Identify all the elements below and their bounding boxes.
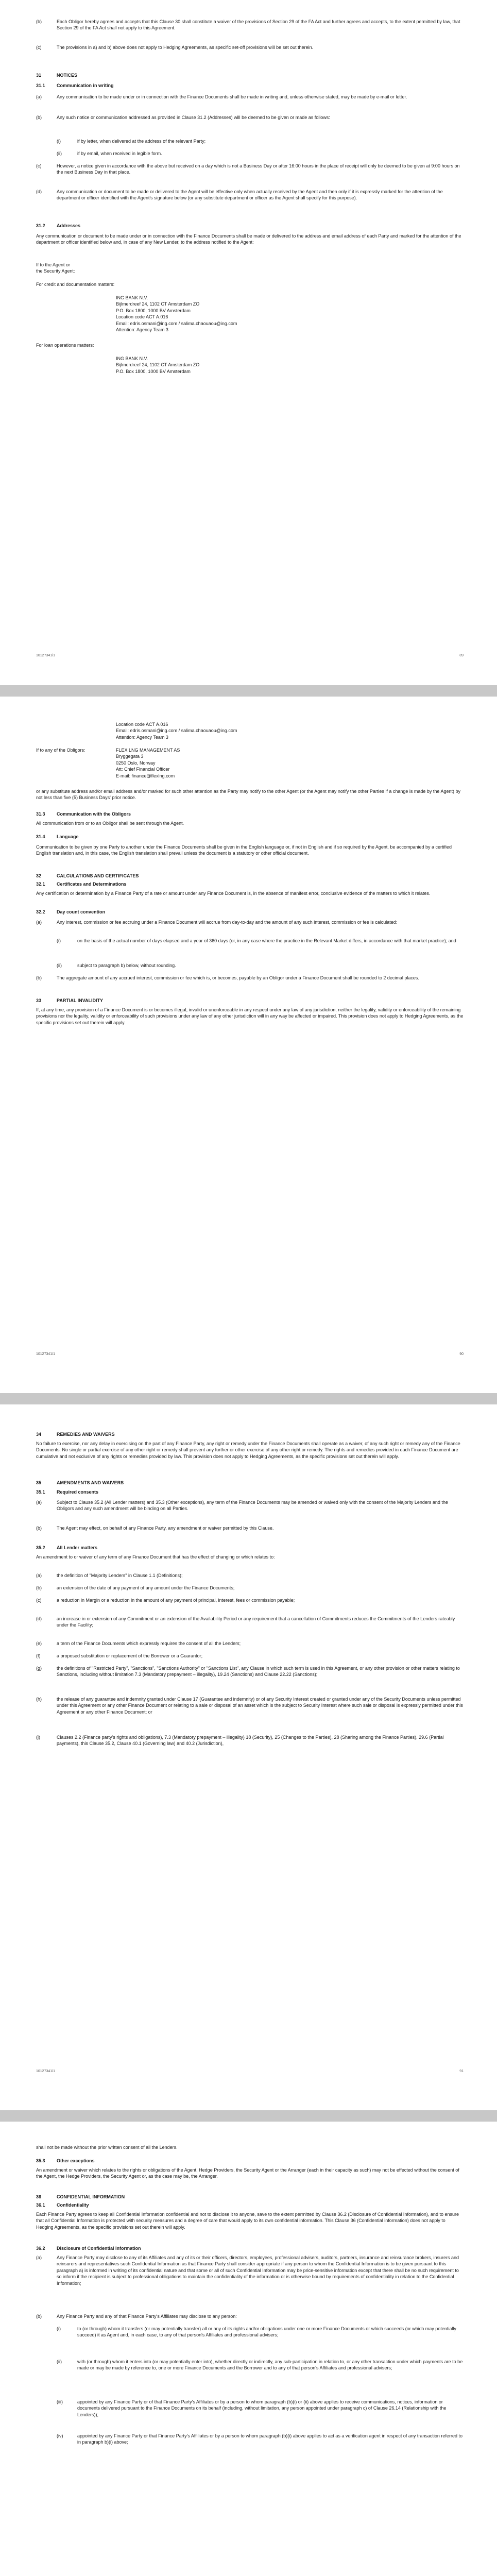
page-separator <box>0 2110 497 2122</box>
sublist-marker: (i) <box>57 938 61 943</box>
subsection-number: 35.1 <box>36 1489 45 1495</box>
paragraph: shall not be made without the prior written consent of all the Lenders. <box>36 2145 178 2150</box>
page-90 <box>0 697 497 1393</box>
subsection-heading: Other exceptions <box>57 2158 95 2163</box>
sublist-text: to (or through) whom it transfers (or may potentially transfer) all or any of its rights and/or obligations under one or more Finance Documents or which succeeds (or which may potentially succeed) it as Agent and, in each case, to any of that person's Affiliates and professional advisers; <box>77 2326 456 2338</box>
doc-reference: 10127341/1 <box>36 1352 55 1356</box>
sublist-marker: (ii) <box>57 963 62 968</box>
address-block: Location code ACT A.016 Email: edris.osmani@ing.com / salima.chaouaou@ing.com Attention: Agency Team 3 <box>116 722 237 740</box>
page-92 <box>0 2122 497 2576</box>
address-block: ING BANK N.V. Bijlmerdreef 24, 1102 CT Amsterdam ZO P.O. Box 1800, 1000 BV Amsterdam Location code ACT A.016 Email: edris.osmani@ing.com / salima.chaouaou@ing.com Attention: Agency Team 3 <box>116 295 237 333</box>
section-number: 32 <box>36 873 42 878</box>
sublist-marker: (iii) <box>57 2399 63 2404</box>
section-heading: CALCULATIONS AND CERTIFICATES <box>57 873 139 878</box>
list-text: Any Finance Party and any of that Finance Party's Affiliates may disclose to any person: <box>57 2314 237 2319</box>
recipient-label: For credit and documentation matters: <box>36 282 115 287</box>
list-text: Any such notice or communication addressed as provided in Clause 31.2 (Addresses) will be deemed to be given or made as follows: <box>57 115 330 120</box>
subsection-heading: Communication in writing <box>57 83 114 88</box>
list-text: a proposed substitution or replacement of the Borrower or a Guarantor; <box>57 1653 203 1658</box>
paragraph: Communication to be given by one Party to another under the Finance Documents shall be given in the English language or, if not in English and if so required by the Agent, be accompanied by a certified English translation and, in this case, the English translation shall prevail unless the document is a statutory or other official document. <box>36 844 452 856</box>
page-89 <box>0 0 497 685</box>
paragraph: If, at any time, any provision of a Finance Document is or becomes illegal, invalid or unenforceable in any respect under any law of any jurisdiction, neither the legality, validity or enforceability of the remaining provisions nor the legality, validity or enforceability of such provisions under any law of any other jurisdiction will in any way be affected or impaired. This provision does not apply to Hedging Agreements, as the specific provisions set out therein will apply. <box>36 1007 464 1025</box>
sublist-marker: (ii) <box>57 2359 62 2364</box>
list-marker: (b) <box>36 975 42 980</box>
list-text: Clauses 2.2 (Finance party's rights and obligations), 7.3 (Mandatory prepayment – illegality) 18 (Security), 25 (Changes to the Parties), 28 (Sharing among the Finance Parties), 29.6 (Partial payments), this Clause 35.2, Clause 40.1 (Governing law) and 40.2 (Jurisdiction), <box>57 1735 444 1747</box>
sublist-text: appointed by any Finance Party or that Finance Party's Affiliates or by a person to whom paragraph (b)(i) above applies to act as a verification agent in respect of any transaction referred to in paragraph b)(i) above; <box>77 2433 462 2445</box>
list-text: the definition of "Majority Lenders" in Clause 1.1 (Definitions); <box>57 1573 183 1578</box>
list-text: the release of any guarantee and indemnity granted under Clause 17 (Guarantee and indemnity) or of any Security Interest created or granted under any of the Security Documents unless permitted under this Agreement or any other Finance Document or relating to a sale or disposal of an asset which is the subject to Security Interest where such sale or disposal is expressly permitted under this Agreement or any other Finance Document; or <box>57 1697 463 1715</box>
list-text: the definitions of "Restricted Party", "Sanctions", "Sanctions Authority" or "Sanctions List", any Clause in which such term is used in this Agreement, or any other provision or other matters relating to Sanctions, including without limitation 7.3 (Mandatory prepayment – illegality), 19.24 (Sanctions) and Clause 22.22 (Sanctions); <box>57 1666 460 1677</box>
list-marker: (b) <box>36 1526 42 1531</box>
list-marker: (i) <box>36 1735 40 1740</box>
subsection-number: 32.2 <box>36 909 45 914</box>
list-marker: (d) <box>36 1616 42 1621</box>
paragraph: All communication from or to an Obligor shall be sent through the Agent. <box>36 821 184 826</box>
list-marker: (a) <box>36 1573 42 1578</box>
section-heading: PARTIAL INVALIDITY <box>57 998 103 1003</box>
list-marker: (a) <box>36 94 42 99</box>
paragraph: or any substitute address and/or email address and/or marked for such other attention as the Party may notify to the other Agent (or the Agent may notify the other Parties if a change is made by the Agent) by not less than five (5) Business Days' prior notice. <box>36 789 460 801</box>
list-marker: (g) <box>36 1666 42 1671</box>
sublist-marker: (i) <box>57 139 61 144</box>
list-marker: (b) <box>36 1585 42 1590</box>
subsection-number: 36.2 <box>36 2246 45 2251</box>
page-separator <box>0 1393 497 1404</box>
paragraph: An amendment to or waiver of any term of any Finance Document that has the effect of changing or which relates to: <box>36 1554 275 1560</box>
page-91 <box>0 1404 497 2110</box>
paragraph: Any communication or document to be made under or in connection with the Finance Documents shall be made or delivered to the address and email address of each Party and marked for the attention of the department or officer identified below and, in case of any New Lender, to the address notified to the Agent: <box>36 233 461 245</box>
subsection-heading: Disclosure of Confidential Information <box>57 2246 141 2251</box>
subsection-number: 31.1 <box>36 83 45 88</box>
paragraph: Each Finance Party agrees to keep all Confidential Information confidential and not to disclose it to anyone, save to the extent permitted by Clause 36.2 (Disclosure of Confidential Information), and to ensure that all Confidential Information is protected with security measures and a degree of care that would apply to its own confidential information. This Clause 36 (Confidential information) does not apply to Hedging Agreements, as the specific provisions set out therein will apply. <box>36 2212 459 2230</box>
address-block: ING BANK N.V. Bijlmerdreef 24, 1102 CT Amsterdam ZO P.O. Box 1800, 1000 BV Amsterdam <box>116 356 200 374</box>
sublist-text: if by letter, when delivered at the address of the relevant Party; <box>77 139 206 144</box>
page-number: 89 <box>459 654 464 657</box>
subsection-number: 36.1 <box>36 2202 45 2208</box>
list-marker: (c) <box>36 45 42 50</box>
section-number: 31 <box>36 73 42 78</box>
list-text: Any communication to be made under or in connection with the Finance Documents shall be made in writing and, unless otherwise stated, may be made by e-mail or letter. <box>57 94 407 99</box>
recipient-label: If to the Agent or the Security Agent: <box>36 262 75 274</box>
list-text: The provisions in a) and b) above does not apply to Hedging Agreements, as specific set-off provisions will be set out therein. <box>57 45 314 50</box>
list-text: Any Finance Party may disclose to any of its Affiliates and any of its or their officers, directors, employees, professional advisers, auditors, partners, insurance and reinsurance brokers, insurers and reinsurers and representatives such Confidential Information as that Finance Party shall consider appropriate if any person to whom the Confidential Information is to be given pursuant to this paragraph a) is informed in writing of its confidential nature and that some or all of such Confidential Information may be price-sensitive information except that there shall be no such requirement to so inform if the recipient is subject to professional obligations to maintain the confidentiality of the information or is otherwise bound by requirements of confidentiality in relation to the Confidential Information; <box>57 2255 459 2286</box>
section-heading: REMEDIES AND WAIVERS <box>57 1432 115 1437</box>
sublist-marker: (ii) <box>57 151 62 156</box>
section-number: 33 <box>36 998 42 1003</box>
page-number: 91 <box>459 2070 464 2073</box>
list-text: Any interest, commission or fee accruing under a Finance Document will accrue from day-to-day and the amount of any such interest, commission or fee is calculated: <box>57 920 398 925</box>
doc-reference: 10127341/1 <box>36 654 55 657</box>
subsection-heading: Day count convention <box>57 909 106 914</box>
sublist-text: appointed by any Finance Party or of that Finance Party's Affiliates or by a person to whom paragraph (b)(i) or (ii) above applies to receive communications, notices, information or documents delivered pursuant to the Finance Documents on its behalf (including, without limitation, any person appointed under paragraph c) of Clause 26.14 (Relationship with the Lenders)); <box>77 2399 447 2417</box>
subsection-heading: Confidentiality <box>57 2202 89 2208</box>
subsection-number: 32.1 <box>36 882 45 887</box>
section-number: 36 <box>36 2194 42 2199</box>
recipient-label: If to any of the Obligors: <box>36 748 85 753</box>
subsection-heading: All Lender matters <box>57 1545 98 1550</box>
subsection-heading: Required consents <box>57 1489 99 1495</box>
doc-reference: 10127341/1 <box>36 2070 55 2073</box>
paragraph: No failure to exercise, nor any delay in exercising on the part of any Finance Party, any right or remedy under the Finance Documents shall operate as a waiver, of any such right or remedy any of the Finance Documents. No single or partial exercise of any other right or remedy shall prevent any further or other exercise of any other right or remedy. The rights and remedies provided in each Finance Document are cumulative and not exclusive of any rights or remedies provided by law. This provision does not apply to Hedging Agreements, as the specific provisions set out therein will apply. <box>36 1441 460 1459</box>
list-marker: (c) <box>36 1598 42 1603</box>
sublist-marker: (iv) <box>57 2433 63 2438</box>
sublist-text: subject to paragraph b) below, without rounding. <box>77 963 176 968</box>
sublist-text: on the basis of the actual number of days elapsed and a year of 360 days (or, in any case where the practice in the Relevant Market differs, in accordance with that market practice); and <box>77 938 456 943</box>
subsection-number: 31.2 <box>36 223 45 228</box>
section-number: 35 <box>36 1480 42 1485</box>
list-text: Any communication or document to be made or delivered to the Agent will be effective only when actually received by the Agent and then only if it is expressly marked for the attention of the department or officer identified with the Agent's signature below (or any substitute department or officer as the Agent shall specify for this purpose). <box>57 189 443 201</box>
paragraph: Any certification or determination by a Finance Party of a rate or amount under any Finance Document is, in the absence of manifest error, conclusive evidence of the matters to which it relates. <box>36 891 431 896</box>
list-marker: (h) <box>36 1697 42 1702</box>
list-text: an increase in or extension of any Commitment or an extension of the Availability Period or any requirement that a cancellation of Commitments reduces the Commitments of the Lenders rateably under the Facility; <box>57 1616 455 1628</box>
list-marker: (d) <box>36 189 42 194</box>
list-text: a term of the Finance Documents which expressly requires the consent of all the Lenders; <box>57 1641 241 1646</box>
list-text: an extension of the date of any payment of any amount under the Finance Documents; <box>57 1585 235 1590</box>
list-marker: (b) <box>36 2314 42 2319</box>
subsection-number: 31.3 <box>36 811 45 817</box>
list-marker: (a) <box>36 2255 42 2260</box>
subsection-number: 31.4 <box>36 834 45 839</box>
list-marker: (b) <box>36 115 42 120</box>
section-heading: NOTICES <box>57 73 78 78</box>
section-heading: CONFIDENTIAL INFORMATION <box>57 2194 125 2199</box>
page-separator <box>0 685 497 697</box>
subsection-heading: Communication with the Obligors <box>57 811 131 817</box>
section-number: 34 <box>36 1432 42 1437</box>
list-text: Each Obligor hereby agrees and accepts that this Clause 30 shall constitute a waiver of the provisions of Section 29 of the FA Act and further agrees and accepts, to the extent permitted by law, that Section 29 of the FA Act shall not apply to this Agreement. <box>57 19 460 31</box>
list-marker: (f) <box>36 1653 41 1658</box>
subsection-number: 35.3 <box>36 2158 45 2163</box>
sublist-marker: (i) <box>57 2326 61 2331</box>
address-block: FLEX LNG MANAGEMENT AS Bryggegata 3 0250 Oslo, Norway Att: Chief Financial Officer E-mail: finance@flexlng.com <box>116 748 180 778</box>
list-text: The aggregate amount of any accrued interest, commission or fee which is, or becomes, payable by an Obligor under a Finance Document shall be rounded to 2 decimal places. <box>57 975 419 980</box>
list-text: a reduction in Margin or a reduction in the amount of any payment of principal, interest, fees or commission payable; <box>57 1598 295 1603</box>
list-marker: (a) <box>36 1500 42 1505</box>
sublist-text: with (or through) whom it enters into (or may potentially enter into), whether directly or indirectly, any sub-participation in relation to, or any other transaction under which payments are to be made or may be made by reference to, one or more Finance Documents and the Borrower and to any of that person's Affiliates and professional advisers; <box>77 2359 463 2371</box>
list-marker: (a) <box>36 920 42 925</box>
paragraph: An amendment or waiver which relates to the rights or obligations of the Agent, Hedge Providers, the Security Agent or the Arranger (each in their capacity as such) may not be effected without the consent of the Agent, the Hedge Providers, the Security Agent or, as the case may be, the Arranger. <box>36 2167 459 2179</box>
subsection-heading: Language <box>57 834 79 839</box>
list-text: However, a notice given in accordance with the above but received on a day which is not a Business Day or after 16:00 hours in the place of receipt will only be deemed to be given at 9:00 hours on the next Business Day in that place. <box>57 163 460 175</box>
list-text: Subject to Clause 35.2 (All Lender matters) and 35.3 (Other exceptions), any term of the Finance Documents may be amended or waived only with the consent of the Majority Lenders and the Obligors and any such amendment will be binding on all Parties. <box>57 1500 448 1512</box>
subsection-heading: Addresses <box>57 223 81 228</box>
list-text: The Agent may effect, on behalf of any Finance Party, any amendment or waiver permitted by this Clause. <box>57 1526 274 1531</box>
section-heading: AMENDMENTS AND WAIVERS <box>57 1480 124 1485</box>
subsection-heading: Certificates and Determinations <box>57 882 127 887</box>
subsection-number: 35.2 <box>36 1545 45 1550</box>
list-marker: (e) <box>36 1641 42 1646</box>
page-number: 90 <box>459 1352 464 1356</box>
recipient-label: For loan operations matters: <box>36 343 94 348</box>
sublist-text: if by email, when received in legible form. <box>77 151 162 156</box>
list-marker: (b) <box>36 19 42 24</box>
list-marker: (c) <box>36 163 42 168</box>
